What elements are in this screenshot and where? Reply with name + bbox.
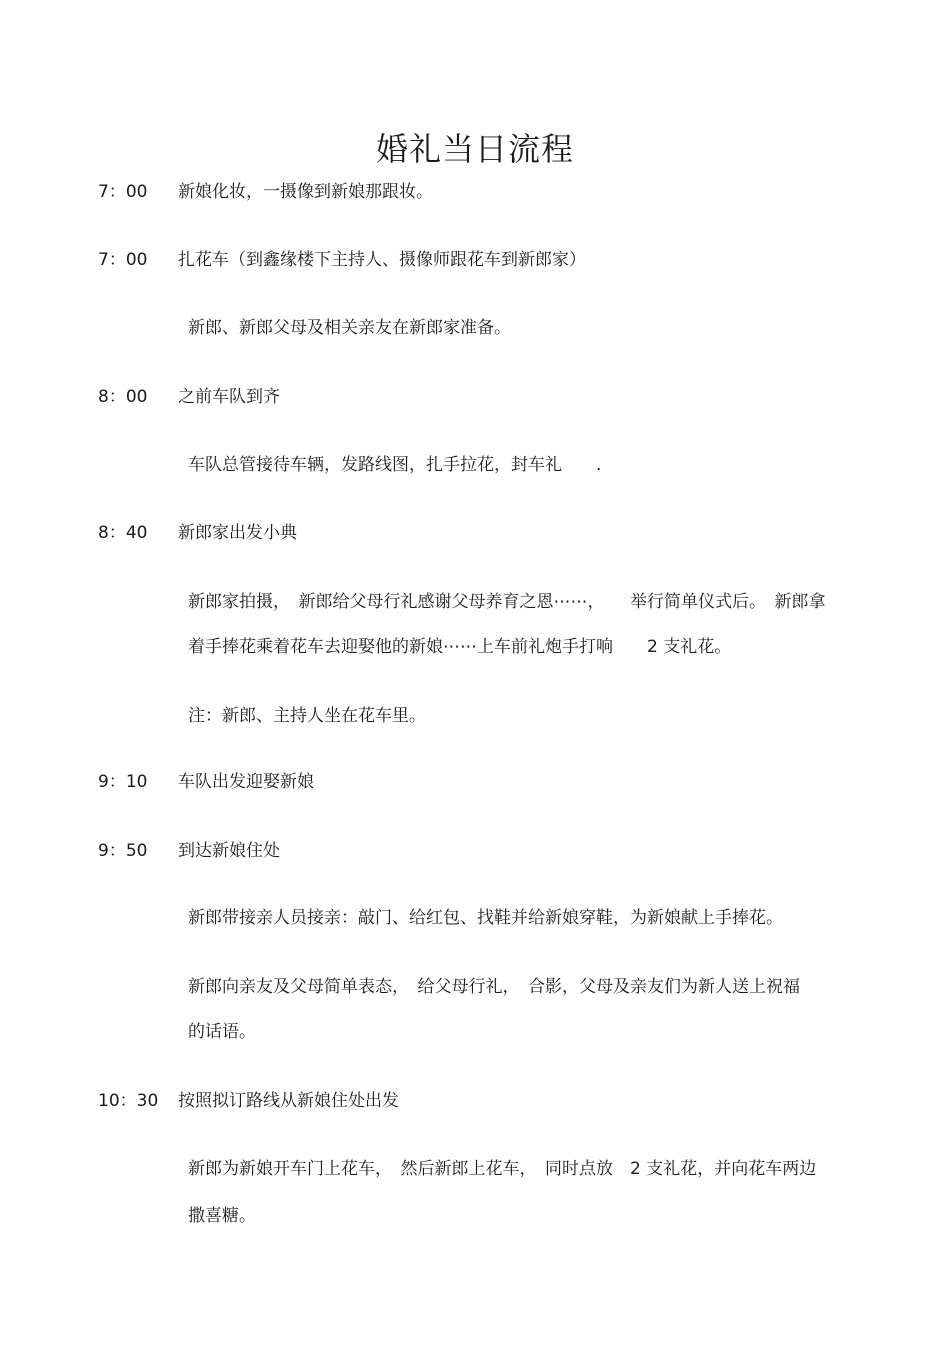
- detail-paragraph: 撒喜糖。: [188, 1206, 256, 1226]
- detail-paragraph: 的话语。: [188, 1022, 256, 1042]
- detail-paragraph: 车队总管接待车辆，发路线图，扎手拉花，封车礼 .: [188, 455, 602, 475]
- schedule-time: 10：30: [98, 1091, 159, 1111]
- schedule-time: 9：50: [98, 841, 148, 861]
- schedule-time: 7：00: [98, 182, 148, 202]
- page-title: 婚礼当日流程: [375, 130, 574, 168]
- schedule-text: 新娘化妆，一摄像到新娘那跟妆。: [178, 182, 433, 202]
- schedule-text: 扎花车（到鑫缘楼下主持人、摄像师跟花车到新郎家）: [178, 250, 586, 270]
- schedule-time: 9：10: [98, 772, 148, 792]
- schedule-text: 新郎家出发小典: [178, 523, 297, 543]
- note-paragraph: 注：新郎、主持人坐在花车里。: [188, 706, 426, 726]
- schedule-time: 8：00: [98, 387, 148, 407]
- detail-paragraph: 新郎带接亲人员接亲：敲门、给红包、找鞋并给新娘穿鞋，为新娘献上手捧花。: [188, 908, 783, 928]
- detail-paragraph: 新郎家拍摄， 新郎给父母行礼感谢父母养育之恩⋯⋯， 举行简单仪式后。 新郎拿: [188, 592, 826, 612]
- detail-paragraph: 新郎、新郎父母及相关亲友在新郎家准备。: [188, 318, 511, 338]
- detail-paragraph: 新郎为新娘开车门上花车， 然后新郎上花车， 同时点放 2 支礼花，并向花车两边: [188, 1159, 817, 1179]
- schedule-text: 车队出发迎娶新娘: [178, 772, 314, 792]
- detail-paragraph: 新郎向亲友及父母简单表态， 给父母行礼， 合影，父母及亲友们为新人送上祝福: [188, 977, 800, 997]
- detail-paragraph: 着手捧花乘着花车去迎娶他的新娘⋯⋯上车前礼炮手打响 2 支礼花。: [188, 637, 732, 657]
- schedule-time: 7：00: [98, 250, 148, 270]
- schedule-text: 到达新娘住处: [178, 841, 280, 861]
- schedule-time: 8：40: [98, 523, 148, 543]
- schedule-text: 按照拟订路线从新娘住处出发: [178, 1091, 399, 1111]
- schedule-text: 之前车队到齐: [178, 387, 280, 407]
